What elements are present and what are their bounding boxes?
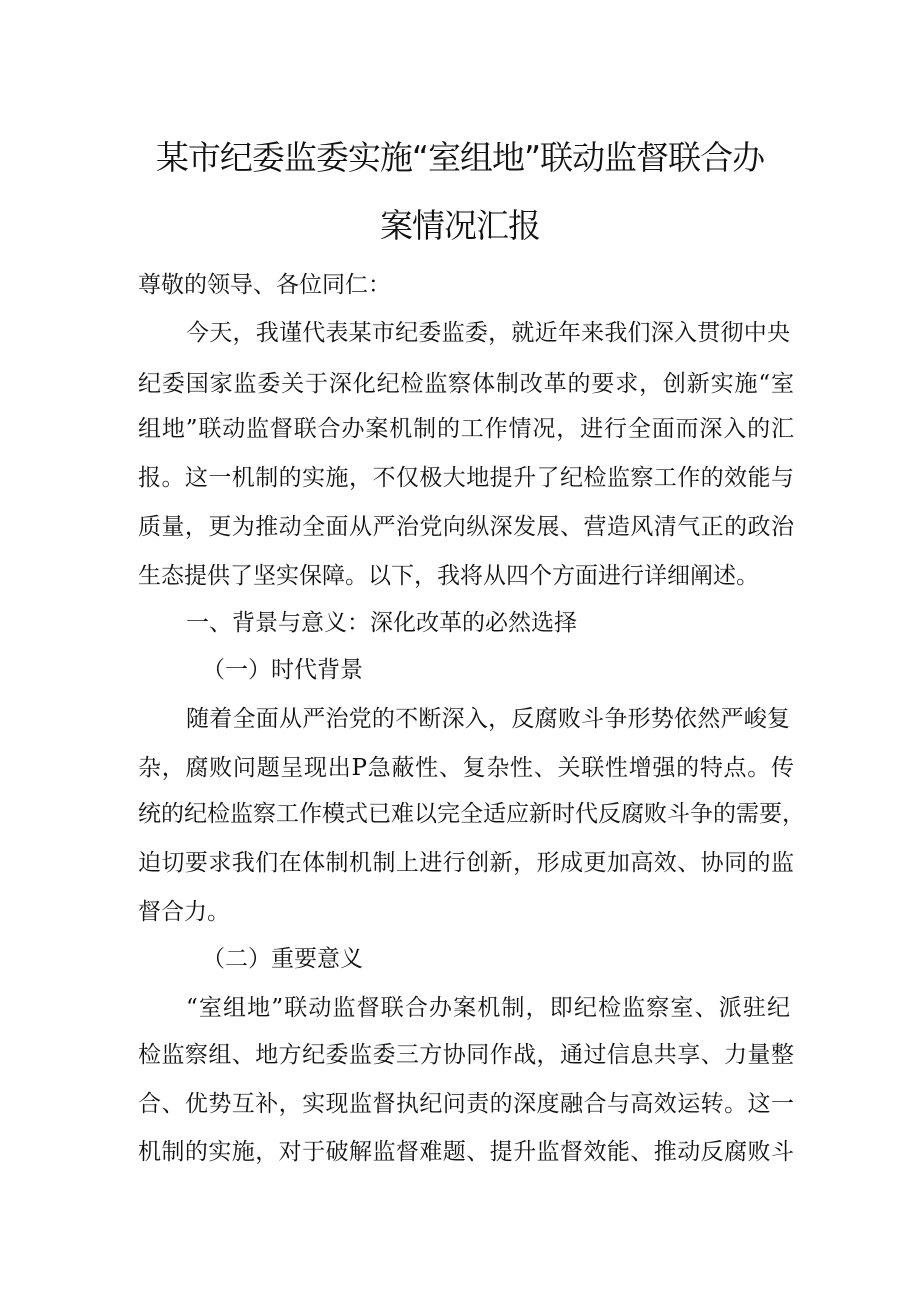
subsection-1-heading: （一）时代背景 xyxy=(202,657,363,683)
sub1-line-3: 统的纪检监察工作模式已难以完全适应新时代反腐败斗争的需要， xyxy=(138,801,805,827)
sub2-line-4: 机制的实施，对于破解监督难题、提升监督效能、推动反腐败斗 xyxy=(138,1139,794,1165)
intro-line-2: 纪委国家监委关于深化纪检监察体制改革的要求，创新实施“室 xyxy=(138,371,794,397)
sub2-line-2: 检监察组、地方纪委监委三方协同作战，通过信息共享、力量整 xyxy=(138,1042,794,1068)
sub1-line-4: 迫切要求我们在体制机制上进行创新，形成更加高效、协同的监 xyxy=(138,850,794,876)
intro-line-5: 质量，更为推动全面从严治党向纵深发展、营造风清气正的政治 xyxy=(138,514,794,540)
sub2-line-1: “室组地”联动监督联合办案机制，即纪检监察室、派驻纪 xyxy=(186,995,790,1021)
sub2-line-3: 合、优势互补，实现监督执纪问责的深度融合与高效运转。这一 xyxy=(138,1091,794,1117)
intro-line-1: 今天，我谨代表某市纪委监委，就近年来我们深入贯彻中央 xyxy=(186,320,790,346)
document-title-line-2: 案情况汇报 xyxy=(380,206,540,245)
sub1-line-5: 督合力。 xyxy=(138,899,230,925)
salutation: 尊敬的领导、各位同仁： xyxy=(138,272,391,298)
intro-line-4: 报。这一机制的实施，不仅极大地提升了纪检监察工作的效能与 xyxy=(138,465,794,491)
sub1-line-1: 随着全面从严治党的不断深入，反腐败斗争形势依然严峻复 xyxy=(186,706,790,732)
intro-line-3: 组地”联动监督联合办案机制的工作情况，进行全面而深入的汇 xyxy=(138,416,794,442)
section-1-heading: 一、背景与意义：深化改革的必然选择 xyxy=(186,610,577,636)
sub1-line-2: 杂，腐败问题呈现出P急蔽性、复杂性、关联性增强的特点。传 xyxy=(138,755,794,781)
subsection-2-heading: （二）重要意义 xyxy=(202,946,363,972)
document-title-line-1: 某市纪委监委实施“室组地”联动监督联合办 xyxy=(155,138,765,177)
intro-line-6: 生态提供了坚实保障。以下，我将从四个方面进行详细阐述。 xyxy=(138,563,759,589)
